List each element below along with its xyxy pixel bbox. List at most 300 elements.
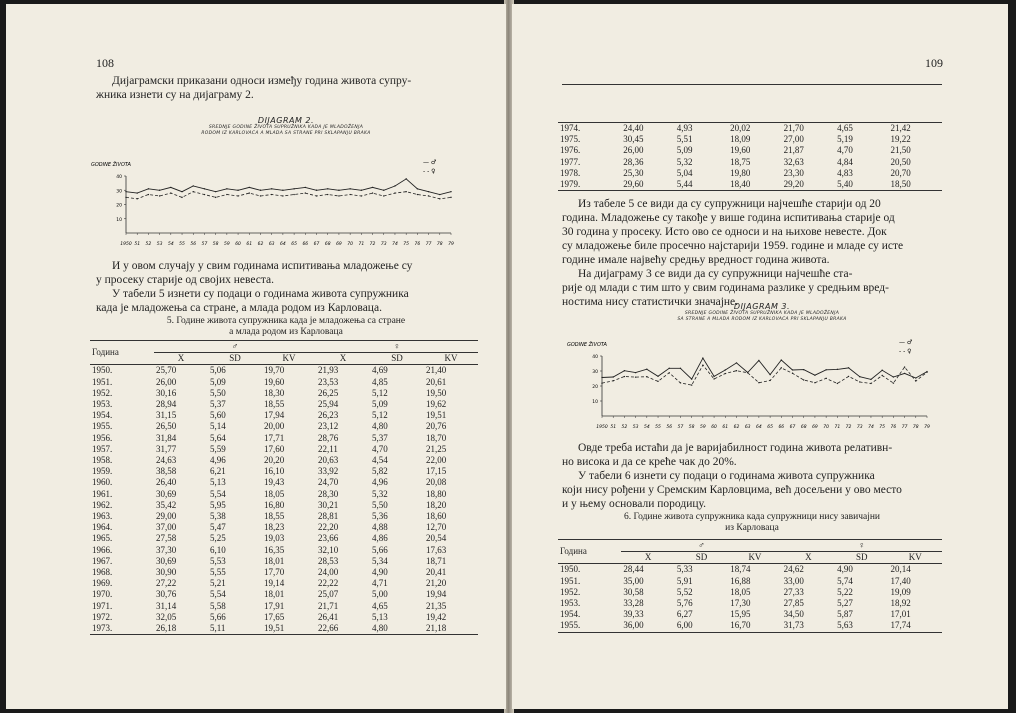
x-tick-label: 70 [347,242,354,247]
value-cell: 31,14 [156,600,177,611]
value-cell: 16,80 [264,499,285,510]
text-line: И у овом случају у свим годинама испитивања младожење су [112,260,413,272]
text-line: У табели 5 изнети су подаци о годинама живота супружника [112,288,409,300]
data-point [428,195,429,196]
table-row [558,179,942,191]
table-row [90,455,478,466]
value-cell: 19,22 [890,134,911,145]
value-cell: 16,35 [264,544,285,555]
data-point [204,194,205,195]
year-cell: 1963. [92,511,113,522]
data-point [781,359,782,360]
value-cell: 5,76 [676,598,693,609]
data-point [305,187,306,188]
x-tick-label: 74 [392,242,398,247]
table-row [90,567,478,578]
value-cell: 30,90 [156,567,177,578]
data-point [814,375,815,376]
value-cell: 29,00 [156,511,177,522]
table-row [558,620,942,632]
value-cell: 16,10 [264,466,285,477]
data-point [646,369,647,370]
data-point [383,195,384,196]
value-cell: 24,40 [623,123,644,133]
value-cell: 6,21 [210,466,226,477]
value-cell: 28,53 [318,555,339,566]
value-cell: 27,22 [156,578,177,589]
value-cell: 26,25 [318,387,339,398]
data-point [915,377,916,378]
data-point [439,194,440,195]
value-cell: 5,13 [372,611,388,622]
value-cell: 17,40 [890,575,911,586]
x-tick-label: 71 [834,425,841,430]
value-cell: 30,45 [623,134,644,145]
value-cell: 5,95 [210,499,226,510]
value-cell: 5,21 [210,578,226,589]
legend-male: — ♂ [423,159,437,166]
value-cell: 5,32 [676,156,693,167]
value-cell: 21,87 [783,145,804,156]
value-cell: 5,13 [210,477,226,488]
data-point [893,382,894,383]
value-cell: 18,74 [730,564,751,575]
value-cell: 19,50 [426,387,447,398]
value-cell: 17,65 [264,611,285,622]
value-cell: 20,08 [426,477,447,488]
value-cell: 34,50 [783,609,804,620]
column-header: SD [835,552,888,564]
value-cell: 4,70 [372,443,388,454]
x-tick-label: 60 [711,425,717,430]
data-point [405,178,406,179]
data-point [394,192,395,193]
table-5-continued [558,122,942,191]
value-cell: 26,18 [154,623,208,635]
text-line: су младожење биле просечно најстарији 1959. године и младе су исте [562,240,904,252]
value-cell: 5,38 [210,511,226,522]
column-header: X [316,353,370,365]
data-point [417,194,418,195]
x-tick-label: 59 [699,425,706,430]
value-cell: 17,71 [264,432,285,443]
value-cell: 18,40 [728,179,781,191]
legend-male: — ♂ [899,339,913,346]
table-row [90,612,478,623]
value-cell: 22,66 [316,623,370,635]
table-row [90,410,478,421]
value-cell: 33,00 [783,575,804,586]
female-symbol: ♀ [782,540,942,552]
data-point [383,190,384,191]
value-cell: 18,60 [426,511,447,522]
value-cell: 20,02 [730,123,751,133]
text-line: године имале највећу средњу вредност година живота. [562,254,830,266]
x-tick-label: 77 [425,242,432,247]
data-point [657,376,658,377]
table-6-caption [562,512,942,534]
value-cell: 22,20 [318,522,339,533]
x-tick-label: 53 [156,242,163,247]
data-point [691,384,692,385]
value-cell: 5,09 [676,145,693,156]
data-point [904,366,905,367]
data-point [725,369,726,370]
table-row [90,511,478,522]
x-tick-label: 51 [610,425,617,430]
data-point [792,369,793,370]
data-point [881,370,882,371]
text-line: жника изнети су на дијаграму 2. [96,89,254,101]
data-point [747,372,748,373]
table-row [90,477,478,488]
table-row [90,589,478,600]
value-cell: 17,01 [890,609,911,620]
year-cell: 1952. [560,586,581,597]
caption-line: 5. Године живота супружника када је младожења са стране [166,316,406,326]
value-cell: 21,93 [318,365,339,376]
text-line: Дијаграмски приказани односи између година живота супру- [112,75,412,87]
value-cell: 33,28 [623,598,644,609]
value-cell: 4,85 [372,376,388,387]
data-point [669,368,670,369]
x-tick-label: 65 [767,425,773,430]
value-cell: 16,88 [730,575,751,586]
value-cell: 26,40 [156,477,177,488]
data-point [837,369,838,370]
text-line: када је младожења са стране, а млада родом из Карловаца. [96,302,382,314]
x-tick-label: 78 [912,425,919,430]
data-point [249,187,250,188]
data-point [680,382,681,383]
data-point [769,380,770,381]
value-cell: 4,86 [372,533,388,544]
value-cell: 21,18 [424,623,478,635]
value-cell: 27,33 [783,586,804,597]
legend-female: - - ♀ [899,348,912,355]
value-cell: 5,44 [675,179,728,191]
table-5 [90,340,478,635]
table-header-row [558,540,942,552]
value-cell: 21,71 [318,600,339,611]
value-cell: 5,47 [210,522,226,533]
value-cell: 19,03 [264,533,285,544]
data-point [624,376,625,377]
value-cell: 32,10 [318,544,339,555]
x-tick-label: 60 [235,242,241,247]
value-cell: 17,30 [730,598,751,609]
text-line: У табели 6 изнети су подаци о годинама живота супружника [578,470,875,482]
column-header: KV [424,353,478,365]
text-line: На дијаграму 3 се види да су супружници најчешће ста- [578,268,853,280]
value-cell: 25,70 [156,365,177,376]
value-cell: 18,09 [730,134,751,145]
row-header: Година [90,341,154,365]
data-point [893,376,894,377]
value-cell: 4,69 [372,365,388,376]
x-tick-label: 53 [632,425,639,430]
table-row [90,466,478,477]
data-point [170,192,171,193]
table-row [90,533,478,544]
year-cell: 1957. [92,443,113,454]
column-header: SD [208,353,262,365]
value-cell: 20,76 [426,421,447,432]
value-cell: 5,50 [372,499,388,510]
value-cell: 18,71 [426,555,447,566]
value-cell: 26,41 [318,611,339,622]
value-cell: 5,55 [210,567,226,578]
data-point [215,197,216,198]
x-tick-label: 62 [257,242,264,247]
value-cell: 33,92 [318,466,339,477]
value-cell: 24,00 [318,567,339,578]
data-point [349,194,350,195]
value-cell: 19,51 [426,410,447,421]
value-cell: 18,75 [730,156,751,167]
value-cell: 19,42 [426,611,447,622]
x-tick-label: 77 [901,425,908,430]
value-cell: 5,09 [372,399,388,410]
data-point [635,376,636,377]
value-cell: 19,60 [730,145,751,156]
data-point [338,195,339,196]
year-cell: 1953. [560,598,581,609]
value-cell: 23,66 [318,533,339,544]
data-point [226,188,227,189]
data-point [814,382,815,383]
value-cell: 17,60 [264,443,285,454]
data-point [193,185,194,186]
data-point [691,378,692,379]
value-cell: 31,73 [782,620,835,632]
male-symbol: ♂ [621,540,781,552]
x-tick-label: 75 [879,425,886,430]
value-cell: 21,20 [426,578,447,589]
value-cell: 5,32 [372,488,388,499]
paragraph-2 [562,441,942,511]
data-point [803,369,804,370]
data-point [237,190,238,191]
text-line: и у њему основали породицу. [562,498,706,510]
data-point [439,198,440,199]
value-cell: 27,58 [156,533,177,544]
year-cell: 1978. [560,167,581,178]
value-cell: 30,69 [156,488,177,499]
value-cell: 19,80 [730,167,751,178]
x-tick-label: 67 [789,425,796,430]
value-cell: 31,77 [156,443,177,454]
value-cell: 5,64 [210,432,226,443]
year-cell: 1973. [90,623,154,635]
value-cell: 4,65 [837,123,853,133]
value-cell: 5,06 [210,365,226,376]
value-cell: 39,33 [623,609,644,620]
data-point [349,188,350,189]
value-cell: 21,25 [426,443,447,454]
x-tick-label: 52 [145,242,152,247]
data-point [428,191,429,192]
table-row [558,134,942,145]
value-cell: 5,63 [835,620,888,632]
table-row [90,623,478,635]
value-cell: 37,30 [156,544,177,555]
value-cell: 23,30 [783,167,804,178]
value-cell: 23,53 [318,376,339,387]
data-point [803,379,804,380]
year-cell: 1975. [560,134,581,145]
x-tick-label: 58 [212,242,219,247]
x-tick-label: 78 [436,242,443,247]
year-cell: 1959. [92,466,113,477]
data-point [405,191,406,192]
value-cell: 30,76 [156,589,177,600]
year-cell: 1969. [92,578,113,589]
data-point [372,192,373,193]
value-cell: 29,60 [621,179,674,191]
value-cell: 17,70 [264,567,285,578]
value-cell: 5,87 [837,609,853,620]
data-point [904,373,905,374]
table-row [558,576,942,587]
value-cell: 22,22 [318,578,339,589]
value-cell: 4,96 [372,477,388,488]
column-header: X [154,353,208,365]
value-cell: 19,14 [264,578,285,589]
text-line: Овде треба истаћи да је варијабилност година живота релативн- [578,442,893,454]
left-page [6,4,506,709]
value-cell: 5,53 [210,555,226,566]
data-point [181,197,182,198]
value-cell: 21,70 [783,123,804,133]
value-cell: 5,37 [210,399,226,410]
table-row [90,377,478,388]
x-tick-label: 55 [179,242,185,247]
data-point [394,185,395,186]
value-cell: 4,83 [837,167,853,178]
data-point [450,191,451,192]
value-cell: 18,01 [264,589,285,600]
value-cell: 30,69 [156,555,177,566]
table-header-row [90,341,478,353]
data-point [848,367,849,368]
value-cell: 29,20 [782,179,835,191]
x-tick-label: 57 [201,242,208,247]
value-cell: 38,58 [156,466,177,477]
data-point [125,191,126,192]
y-tick-label: 20 [116,203,122,209]
y-tick-label: 30 [592,370,598,375]
value-cell: 20,61 [426,376,447,387]
data-point [926,372,927,373]
value-cell: 26,23 [318,410,339,421]
value-cell: 27,00 [783,134,804,145]
value-cell: 4,71 [372,578,388,589]
header-rule [562,84,942,85]
value-cell: 20,70 [890,167,911,178]
table-row [90,601,478,612]
data-point [249,192,250,193]
value-cell: 18,55 [264,511,285,522]
data-point [825,369,826,370]
year-cell: 1954. [92,410,113,421]
value-cell: 30,21 [318,499,339,510]
data-point [215,191,216,192]
value-cell: 19,43 [264,477,285,488]
x-tick-label: 64 [280,242,286,247]
table-row [90,545,478,556]
value-cell: 28,81 [318,511,339,522]
value-cell: 27,85 [783,598,804,609]
value-cell: 18,70 [426,432,447,443]
page-number: 108 [96,56,114,70]
column-header: KV [728,552,781,564]
value-cell: 19,60 [264,376,285,387]
text-line: ностима нису статистички значајне. [562,296,739,308]
data-point [237,195,238,196]
series-line-male [602,358,927,379]
x-tick-label: 66 [778,425,785,430]
value-cell: 5,36 [372,511,388,522]
value-cell: 5,60 [210,410,226,421]
value-cell: 5,50 [210,387,226,398]
x-tick-label: 68 [800,425,807,430]
value-cell: 18,20 [426,499,447,510]
text-line: рије од млади с тим што у свим годинама разлике у средњим вред- [562,282,889,294]
value-cell: 21,42 [890,123,911,133]
value-cell: 35,00 [623,575,644,586]
value-cell: 19,94 [426,589,447,600]
series-line-male [126,179,451,195]
x-tick-label: 63 [744,425,751,430]
value-cell: 5,34 [372,555,388,566]
data-point [316,195,317,196]
data-point [725,373,726,374]
value-cell: 5,58 [210,600,226,611]
value-cell: 18,50 [888,179,942,191]
table-row [558,587,942,598]
value-cell: 5,74 [837,575,853,586]
value-cell: 6,00 [675,620,728,632]
table-row [90,388,478,399]
data-point [702,357,703,358]
value-cell: 32,05 [156,611,177,622]
y-tick-label: 20 [592,385,598,390]
data-point [148,194,149,195]
value-cell: 5,37 [372,432,388,443]
year-cell: 1951. [560,575,581,586]
value-cell: 4,65 [372,600,388,611]
value-cell: 5,52 [676,586,693,597]
value-cell: 25,30 [623,167,644,178]
value-cell: 28,30 [318,488,339,499]
x-tick-label: 65 [291,242,297,247]
data-point [282,195,283,196]
value-cell: 5,59 [210,443,226,454]
value-cell: 5,12 [372,387,388,398]
diagram-subtitle: SA STRANE A MLADA RODOM IZ KARLOVACA PRI SKLAPANJU BRAKA [677,317,847,322]
x-tick-label: 1950 [120,242,132,247]
year-cell: 1971. [92,600,113,611]
data-point [361,190,362,191]
value-cell: 20,63 [318,455,339,466]
value-cell: 5,25 [210,533,226,544]
x-tick-label: 51 [134,242,141,247]
data-point [159,190,160,191]
x-tick-label: 59 [223,242,230,247]
table-row [90,444,478,455]
data-point [137,192,138,193]
